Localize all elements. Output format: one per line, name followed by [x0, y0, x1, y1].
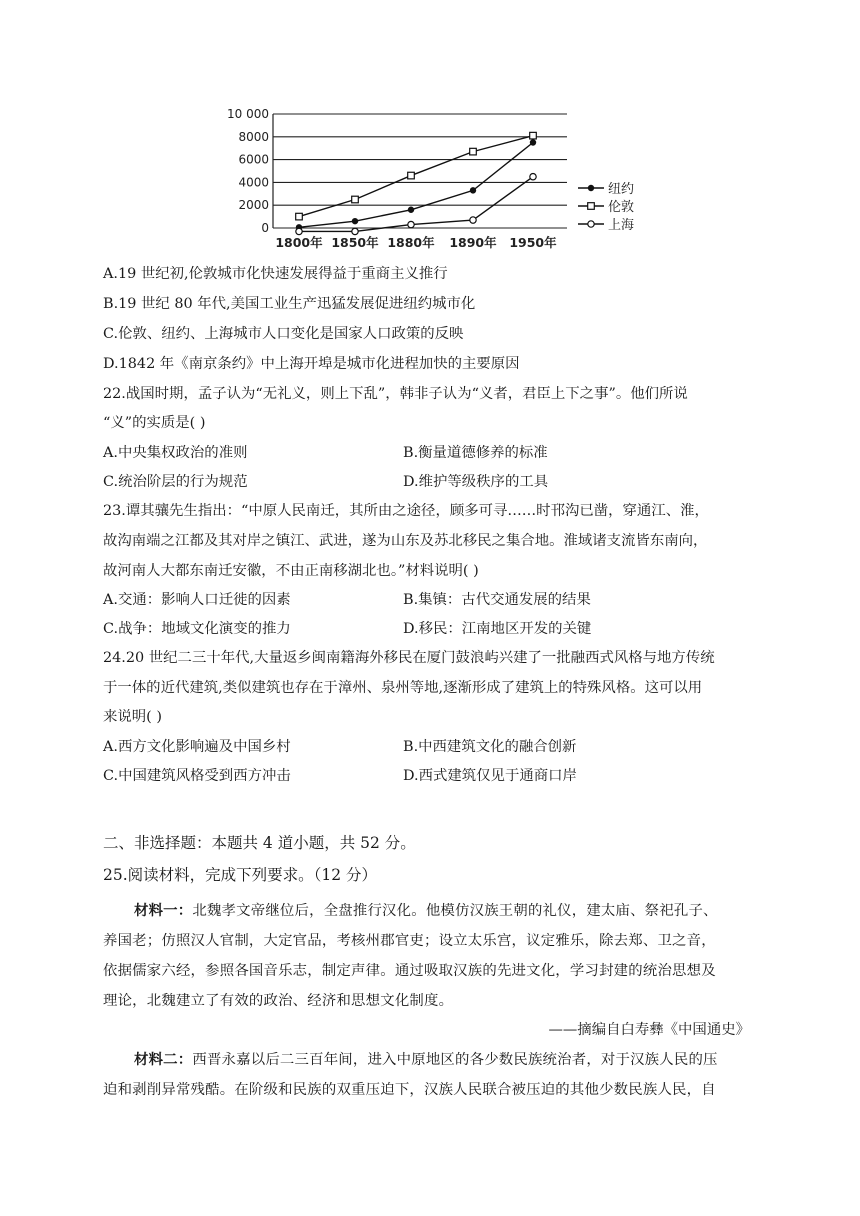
legend-label: 上海	[608, 218, 635, 233]
legend-marker	[588, 203, 595, 210]
q24-option-a: A.西方文化影响遍及中国乡村	[103, 739, 291, 755]
data-point	[470, 187, 476, 193]
q23-stem-line: 故沟南端之江都及其对岸之镇江、武进，遂为山东及苏北移民之集合地。淮域诸支流皆东南向，	[103, 533, 708, 549]
q22-stem-line: “义”的实质是( )	[103, 415, 206, 431]
q23-stem-line: 故河南人大都东南迁安徽，不由正南移湖北也。”材料说明( )	[103, 563, 479, 579]
y-tick-label: 2000	[238, 198, 269, 213]
material2-text: 西晋永嘉以后二三百年间，进入中原地区的各少数民族统治者，对于汉族人民的压	[192, 1052, 718, 1068]
population-line-chart	[215, 102, 645, 264]
y-tick-label: 0	[261, 221, 269, 235]
data-point	[408, 207, 414, 213]
x-tick-label: 1850年	[331, 235, 379, 250]
data-point	[352, 228, 358, 234]
q24-option-b: B.中西建筑文化的融合创新	[403, 739, 577, 755]
legend-marker	[588, 221, 594, 227]
q25-heading: 25.阅读材料，完成下列要求。（12 分）	[103, 866, 378, 884]
q22-option-d: D.维护等级秩序的工具	[403, 474, 549, 490]
material1-line: 养国老；仿照汉人官制，大定官品，考核州郡官吏；设立太乐宫，议定雅乐，除去郑、卫之音，	[103, 933, 716, 949]
data-point	[296, 228, 302, 234]
y-tick-label: 4000	[238, 175, 269, 190]
data-point	[296, 213, 303, 220]
data-point	[530, 132, 537, 139]
material2-label: 材料二：	[134, 1051, 193, 1068]
q23-option-b: B.集镇：古代交通发展的结果	[403, 592, 591, 608]
material1-text: 北魏孝文帝继位后，全盘推行汉化。他模仿汉族王朝的礼仪，建太庙、祭祀孔子、	[192, 903, 718, 919]
legend-label: 伦敦	[608, 200, 635, 215]
q23-option-c: C.战争：地域文化演变的推力	[103, 621, 291, 637]
q24-stem-line: 于一体的近代建筑,类似建筑也存在于漳州、泉州等地,逐渐形成了建筑上的特殊风格。这可以用	[103, 680, 703, 696]
y-tick-label: 6000	[238, 152, 269, 167]
y-tick-label: 10 000	[227, 107, 269, 121]
q22-stem-line: 22.战国时期，孟子认为“无礼义，则上下乱”，韩非子认为“义者，君臣上下之事”。他们所说	[103, 386, 688, 402]
data-point	[470, 148, 477, 155]
q21-option-a: A.19 世纪初,伦敦城市化快速发展得益于重商主义推行	[103, 266, 448, 282]
material1-line	[134, 901, 718, 921]
series-line	[299, 143, 533, 228]
material1-line: 理论，北魏建立了有效的政治、经济和思想文化制度。	[103, 993, 454, 1009]
q24-stem-line: 24.20 世纪二三十年代,大量返乡闽南籍海外移民在厦门鼓浪屿兴建了一批融西式风格与地方传统	[103, 650, 715, 666]
x-tick-label: 1890年	[449, 235, 497, 250]
q24-stem-line: 来说明( )	[103, 709, 162, 725]
data-point	[530, 139, 536, 145]
q22-option-b: B.衡量道德修养的标准	[403, 445, 548, 461]
x-tick-label: 1950年	[509, 235, 557, 250]
q23-option-a: A.交通：影响人口迁徙的因素	[103, 592, 291, 608]
x-tick-label: 1800年	[275, 235, 323, 250]
q22-option-c: C.统治阶层的行为规范	[103, 474, 248, 490]
data-point	[408, 172, 415, 179]
q21-option-d: D.1842 年《南京条约》中上海开埠是城市化进程加快的主要原因	[103, 356, 520, 372]
material2-line	[134, 1050, 718, 1070]
data-point	[352, 196, 359, 203]
q21-option-c: C.伦敦、纽约、上海城市人口变化是国家人口政策的反映	[103, 326, 464, 342]
data-point	[470, 217, 476, 223]
q22-option-a: A.中央集权政治的准则	[103, 445, 248, 461]
q23-stem-line: 23.谭其骧先生指出：“中原人民南迁，其所由之途径，顾多可寻……时邗沟已凿，穿通江、淮，	[103, 503, 709, 519]
material1-label: 材料一：	[134, 902, 193, 919]
q23-option-d: D.移民：江南地区开发的关键	[403, 621, 592, 637]
q24-option-c: C.中国建筑风格受到西方冲击	[103, 768, 291, 784]
legend-marker	[588, 185, 594, 191]
q21-option-b: B.19 世纪 80 年代,美国工业生产迅猛发展促进纽约城市化	[103, 296, 476, 312]
data-point	[408, 221, 414, 227]
q24-option-d: D.西式建筑仅见于通商口岸	[403, 768, 577, 784]
legend-label: 纽约	[608, 182, 635, 197]
material1-source: ——摘编自白寿彝《中国通史》	[548, 1022, 750, 1038]
material2-line: 迫和剥削异常残酷。在阶级和民族的双重压迫下，汉族人民联合被压迫的其他少数民族人民，自	[103, 1082, 716, 1098]
material1-line: 依据儒家六经，参照各国音乐志，制定声律。通过吸取汉族的先进文化，学习封建的统治思想及	[103, 963, 716, 979]
data-point	[352, 218, 358, 224]
series-line	[299, 136, 533, 217]
section-title: 二、非选择题：本题共 4 道小题，共 52 分。	[103, 834, 416, 852]
y-tick-label: 8000	[238, 129, 269, 144]
data-point	[530, 174, 536, 180]
x-tick-label: 1880年	[387, 235, 435, 250]
